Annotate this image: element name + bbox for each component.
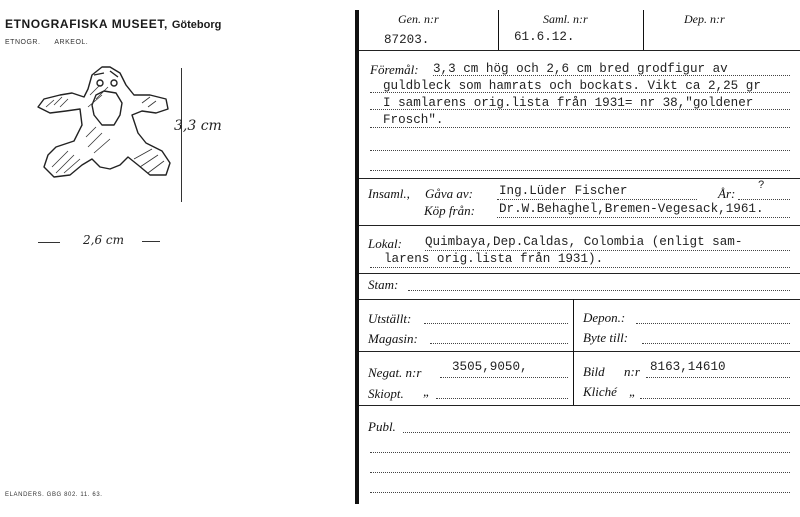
foremal-dots-3 xyxy=(370,109,790,110)
magasin-label: Magasin: xyxy=(368,331,418,346)
skiopt-label: Skiopt. xyxy=(368,386,404,401)
foremal-bottom-line xyxy=(359,178,800,179)
foremal-dots-5 xyxy=(370,150,790,151)
width-note: 2,6 cm xyxy=(83,233,124,247)
foremal-line-1: 3,3 cm hög och 2,6 cm bred grodfigur av xyxy=(433,62,728,76)
kop-dots xyxy=(497,217,790,218)
utstallt-label: Utställt: xyxy=(368,311,412,326)
lokal-bottom-line xyxy=(359,273,800,274)
frog-sketch xyxy=(30,55,190,215)
publ-dots-3 xyxy=(370,472,790,473)
header-divider-1 xyxy=(498,10,499,50)
negat-dots xyxy=(440,377,568,378)
stam-label: Stam: xyxy=(368,277,399,292)
printer-imprint: ELANDERS. GBG 802. 11. 63. xyxy=(5,492,103,498)
dept-arkeol: ARKEOL. xyxy=(54,39,89,46)
foremal-dots-6 xyxy=(370,170,790,171)
utstallt-dots xyxy=(424,323,568,324)
skiopt-ditto: „ xyxy=(423,384,431,399)
header-divider-2 xyxy=(643,10,644,50)
width-mark-line-right xyxy=(142,241,160,242)
kop-label: Köp från: xyxy=(424,203,475,218)
foremal-dots-1 xyxy=(433,75,790,76)
saml-nr-value: 61.6.12. xyxy=(514,30,575,44)
gava-value: Ing.Lüder Fischer xyxy=(499,184,628,198)
magasin-bottom-line xyxy=(359,351,800,352)
museum-departments xyxy=(5,39,102,46)
height-mark-line xyxy=(181,68,182,202)
lokal-dots-1 xyxy=(425,250,790,251)
magasin-dots xyxy=(430,343,568,344)
saml-nr-label: Saml. n:r xyxy=(543,12,588,26)
negat-label: Negat. n:r xyxy=(368,365,422,380)
foremal-line-3: I samlarens orig.lista från 1931= nr 38,"goldener xyxy=(383,96,754,110)
stam-bottom-line xyxy=(359,299,800,300)
mid-divider-utstallt xyxy=(573,299,574,351)
foremal-dots-2 xyxy=(370,92,790,93)
negat-value: 3505,9050, xyxy=(452,360,528,374)
lokal-line-1: Quimbaya,Dep.Caldas, Colombia (enligt sam- xyxy=(425,235,743,249)
byte-dots xyxy=(642,343,790,344)
height-note: 3,3 cm xyxy=(174,118,222,134)
museum-city: Göteborg xyxy=(171,19,222,31)
byte-label: Byte till: xyxy=(583,330,629,345)
gen-nr-value: 87203. xyxy=(384,33,430,47)
depon-label: Depon.: xyxy=(583,310,626,325)
foremal-dots-4 xyxy=(370,127,790,128)
publ-label: Publ. xyxy=(368,419,396,434)
header-bottom-line xyxy=(359,50,800,51)
publ-dots-4 xyxy=(370,492,790,493)
kliche-dots xyxy=(640,398,790,399)
gava-dots xyxy=(497,199,697,200)
stam-dots xyxy=(408,290,790,291)
publ-dots-2 xyxy=(370,452,790,453)
ar-label: År: xyxy=(718,186,736,201)
lokal-dots-2 xyxy=(370,267,790,268)
kliche-ditto: „ xyxy=(629,384,637,399)
bild-value: 8163,14610 xyxy=(650,360,726,374)
gen-nr-label: Gen. n:r xyxy=(398,12,439,26)
bild-dots xyxy=(646,377,790,378)
mid-divider-negat xyxy=(573,351,574,405)
ar-dots xyxy=(738,199,790,200)
publ-dots-1 xyxy=(403,432,790,433)
skiopt-bottom-line xyxy=(359,405,800,406)
dept-etnogr: ETNOGR. xyxy=(5,39,41,46)
gava-label: Gåva av: xyxy=(425,186,474,201)
foremal-line-4: Frosch". xyxy=(383,113,444,127)
foremal-label: Föremål: xyxy=(370,62,419,77)
bild-nr-label: n:r xyxy=(624,364,640,379)
ar-value: ? xyxy=(758,180,765,192)
insaml-label: Insaml., xyxy=(368,186,410,201)
depon-dots xyxy=(636,323,790,324)
dep-nr-label: Dep. n:r xyxy=(684,12,725,26)
insaml-bottom-line xyxy=(359,225,800,226)
lokal-line-2: larens orig.lista från 1931). xyxy=(384,252,604,266)
bild-label: Bild xyxy=(583,364,605,379)
lokal-label: Lokal: xyxy=(368,236,402,251)
kliche-label: Kliché xyxy=(583,384,617,399)
form-left-border xyxy=(355,10,359,504)
kop-value: Dr.W.Behaghel,Bremen-Vegesack,1961. xyxy=(499,202,764,216)
museum-name xyxy=(5,17,221,31)
museum-name-text: ETNOGRAFISKA MUSEET, xyxy=(5,17,168,31)
skiopt-dots xyxy=(436,398,568,399)
foremal-line-2: guldbleck som hamrats och bockats. Vikt ca 2,25 gr xyxy=(383,79,761,93)
width-mark-line-left xyxy=(38,242,60,243)
